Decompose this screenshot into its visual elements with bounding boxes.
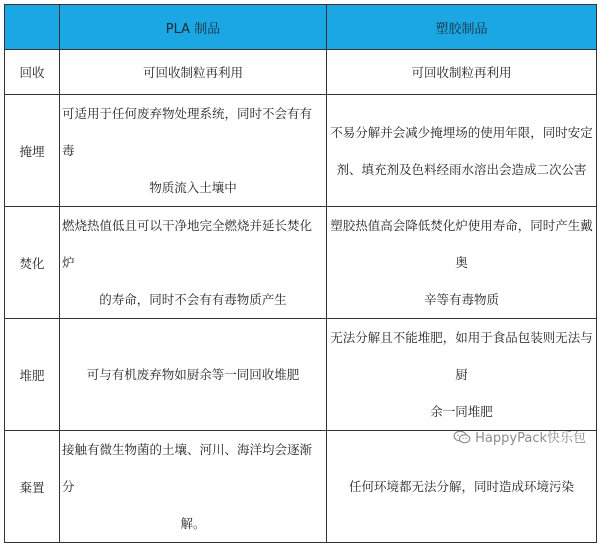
pla-cell <box>60 50 327 95</box>
table-row <box>5 95 597 207</box>
watermark-text: HappyPack快乐包 <box>475 431 586 446</box>
header-pla: PLA 制品 <box>60 5 327 50</box>
header-corner <box>5 5 60 50</box>
row-label: 掩埋 <box>5 95 60 207</box>
wechat-icon <box>453 430 471 444</box>
pla-cell <box>60 431 327 543</box>
cell-line: 燃烧热值低且可以干净地完全燃烧并延长焚化炉 <box>62 218 313 270</box>
cell-line: 可适用于任何废弃物处理系统，同时不会有有毒 <box>62 106 313 158</box>
pla-cell <box>60 319 327 431</box>
cell-line: 可回收制粒再利用 <box>142 64 243 80</box>
table-row <box>5 207 597 319</box>
plastic-cell <box>327 431 597 543</box>
table-header-row <box>5 5 597 50</box>
cell-line: 塑胶热值高会降低焚化炉使用寿命，同时产生戴奥 <box>330 218 593 270</box>
cell-line: 剂、填充剂及色料经雨水溶出会造成二次公害 <box>336 161 587 177</box>
pla-cell <box>60 207 327 319</box>
comparison-table <box>4 4 597 543</box>
plastic-cell <box>327 207 597 319</box>
cell-line: 辛等有毒物质 <box>423 292 499 307</box>
header-plastic: 塑胶制品 <box>327 5 597 50</box>
pla-cell <box>60 95 327 207</box>
cell-line: 解。 <box>180 516 206 531</box>
row-label: 堆肥 <box>5 319 60 431</box>
plastic-cell <box>327 50 597 95</box>
cell-line: 不易分解并会减少掩埋场的使用年限，同时安定 <box>330 124 593 140</box>
cell-line: 无法分解且不能堆肥，如用于食品包装则无法与厨 <box>330 330 593 382</box>
table-row <box>5 50 597 95</box>
table-row <box>5 319 597 431</box>
cell-line: 任何环境都无法分解，同时造成环境污染 <box>348 479 574 494</box>
cell-line: 余一同堆肥 <box>430 404 493 419</box>
cell-line: 的寿命，同时不会有有毒物质产生 <box>99 292 287 307</box>
table-row <box>5 431 597 543</box>
cell-line: 接触有微生物菌的土壤、河川、海洋均会逐渐分 <box>62 442 313 494</box>
row-label: 棄置 <box>5 431 60 543</box>
plastic-cell <box>327 319 597 431</box>
plastic-cell <box>327 95 597 207</box>
cell-line: 可回收制粒再利用 <box>411 64 512 80</box>
row-label: 回收 <box>5 50 60 95</box>
row-label: 焚化 <box>5 207 60 319</box>
watermark <box>453 427 586 446</box>
cell-line: 物质流入土壤中 <box>149 180 237 195</box>
cell-line: 可与有机废弃物如厨余等一同回收堆肥 <box>86 367 300 382</box>
